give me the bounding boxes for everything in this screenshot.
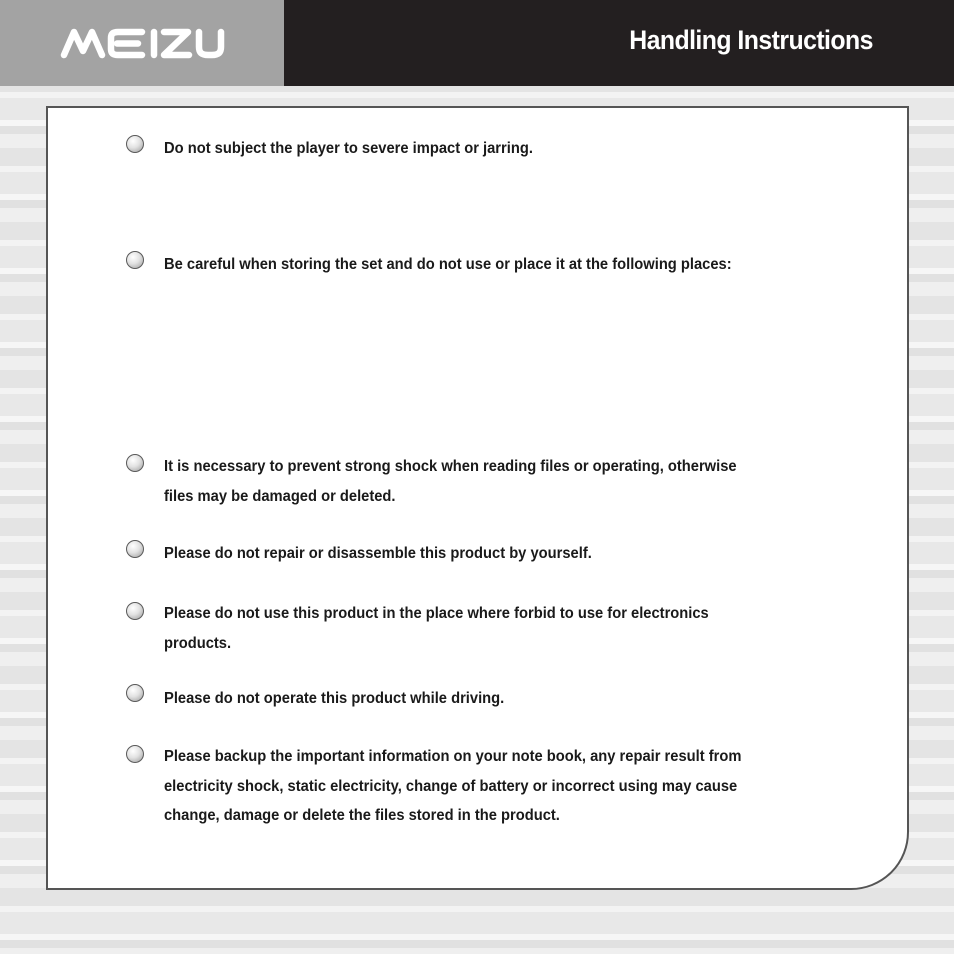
instructions-panel	[46, 106, 909, 890]
instruction-text: Be careful when storing the set and do not use or place it at the following places:	[164, 256, 732, 273]
round-bullet-icon	[126, 251, 144, 269]
meizu-logo	[60, 27, 226, 59]
instruction-text: Please backup the important information on your note book, any repair result from electricity shock, static electricity, change of battery or incorrect using may cause change, damage or delete the files stored in the product.	[164, 748, 742, 824]
round-bullet-icon	[126, 745, 144, 763]
round-bullet-icon	[126, 684, 144, 702]
round-bullet-icon	[126, 540, 144, 558]
logo-area	[0, 0, 284, 86]
page-header	[0, 0, 954, 86]
instruction-text: Please do not repair or disassemble this product by yourself.	[164, 545, 592, 562]
instruction-text: Please do not use this product in the place where forbid to use for electronics products.	[164, 605, 709, 652]
page-title: Handling Instructions	[629, 25, 873, 55]
instruction-text: Do not subject the player to severe impact or jarring.	[164, 140, 533, 157]
round-bullet-icon	[126, 135, 144, 153]
title-bar	[284, 0, 954, 86]
round-bullet-icon	[126, 454, 144, 472]
instruction-text: It is necessary to prevent strong shock when reading files or operating, otherwise files may be damaged or deleted.	[164, 458, 737, 505]
instruction-text: Please do not operate this product while driving.	[164, 690, 505, 707]
round-bullet-icon	[126, 602, 144, 620]
